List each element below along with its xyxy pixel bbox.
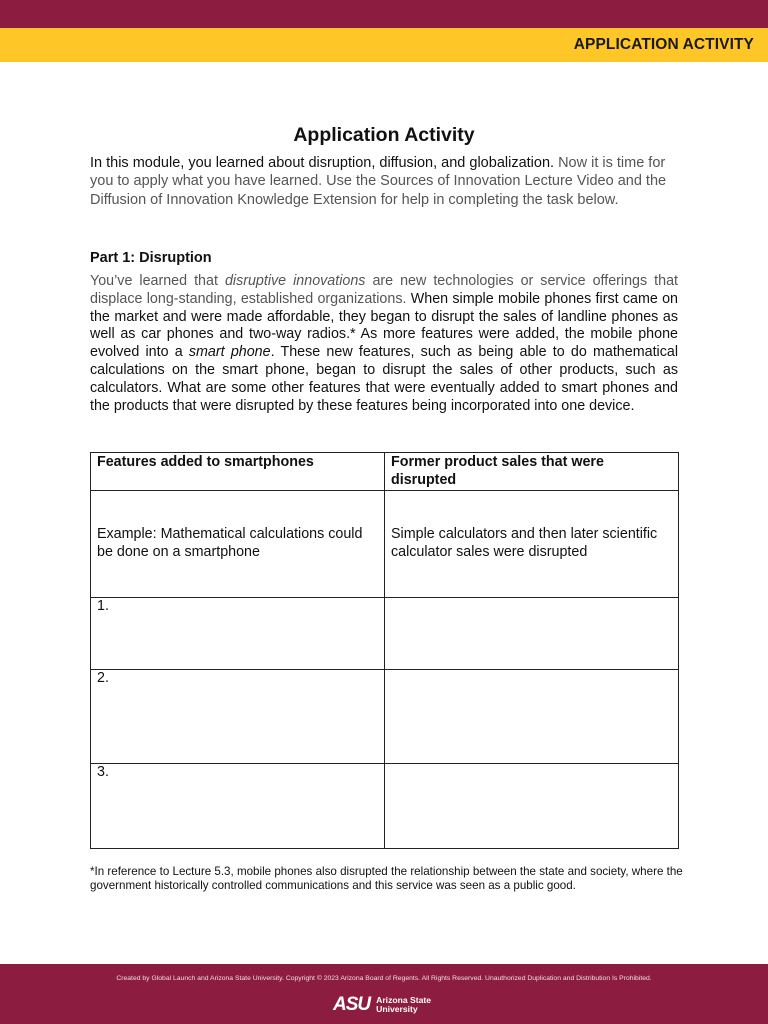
answer-disrupted-cell-2[interactable] — [385, 669, 679, 763]
logo-line-1: Arizona State — [376, 994, 432, 1005]
header-label: APPLICATION ACTIVITY — [573, 36, 754, 53]
table-row — [91, 763, 679, 848]
para-text-d: When simple mobile phones first came on the market and were made affordable, they began to disrupt the sales of landline phones as well as car phones and two-way radios.* As more features were added, the mobile phone evolved into a — [90, 290, 679, 361]
section-heading: Part 1: Disruption — [90, 250, 212, 266]
para-text-f: . These new features, such as being able to do mathematical calculations on the smart phone, began to disrupt the sales of other products, such as calculators. What are some other features that were eventually added to smart phones and the products that were disrupted by these features being incorporated into one device. — [90, 344, 678, 414]
answer-feature-cell-2[interactable]: 2. — [91, 669, 385, 763]
top-brand-bar — [0, 0, 768, 28]
para-emphasis-smart-phone: smart phone — [188, 344, 271, 361]
disruption-paragraph — [90, 273, 678, 415]
copyright-text: Created by Global Launch and Arizona State University. Copyright © 2023 Arizona Board of Regents. All Rights Reserved. Unauthorized Duplication and Distribution Is Prohibited. — [116, 975, 652, 982]
page-title: Application Activity — [293, 124, 475, 146]
para-text-a: You’ve learned that — [90, 273, 225, 289]
column-header-disrupted: Former product sales that were disrupted — [385, 453, 679, 491]
table-row — [91, 597, 679, 669]
table-row-example — [91, 490, 679, 597]
answer-feature-cell-3[interactable]: 3. — [91, 763, 385, 848]
example-feature-cell: Example: Mathematical calculations could be done on a smartphone — [91, 490, 385, 597]
column-header-features: Features added to smartphones — [91, 453, 385, 491]
footnote: *In reference to Lecture 5.3, mobile phones also disrupted the relationship between the state and society, where the government historically controlled communications and this service was seen as a public good. — [90, 865, 683, 893]
table-row — [91, 669, 679, 763]
activity-table — [90, 452, 679, 849]
para-emphasis-disruptive: disruptive innovations — [224, 273, 366, 289]
asu-logo-mark: ASU — [333, 994, 371, 1015]
answer-feature-cell-1[interactable]: 1. — [91, 597, 385, 669]
intro-text-b: Now it is time for you to apply what you have learned. Use the Sources of Innovation Lecture Video and the Diffusion of Innovation Knowledge Extension for help in completing the task below. — [90, 155, 667, 208]
intro-paragraph — [90, 154, 680, 209]
para-text-c: are new technologies or service offerings that displace long-standing, established organizations. — [90, 273, 678, 307]
asu-logo — [333, 994, 431, 1016]
answer-disrupted-cell-1[interactable] — [385, 597, 679, 669]
intro-text-a: In this module, you learned about disruption, diffusion, and globalization. — [90, 155, 555, 171]
example-disrupted-cell: Simple calculators and then later scientific calculator sales were disrupted — [385, 490, 679, 597]
table-header-row — [91, 453, 679, 491]
asu-logo-wordmark — [376, 996, 431, 1015]
header-band — [0, 28, 768, 62]
logo-line-2: University — [376, 1004, 418, 1014]
answer-disrupted-cell-3[interactable] — [385, 763, 679, 848]
